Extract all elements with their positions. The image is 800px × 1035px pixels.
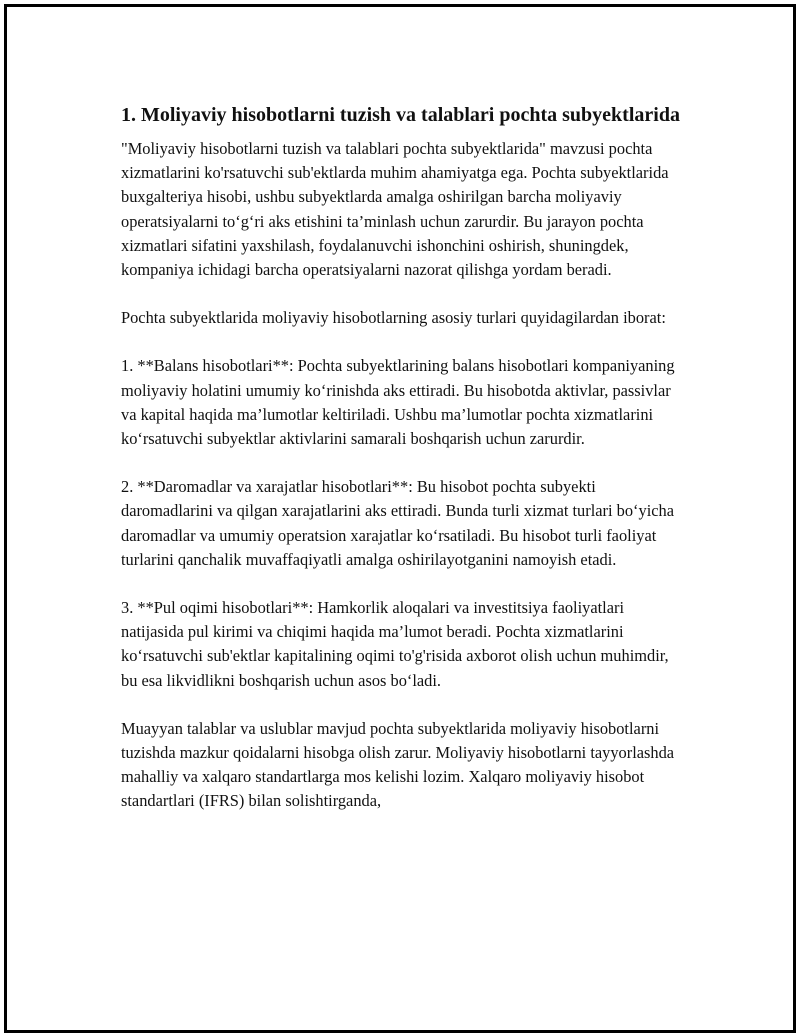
paragraph-report-types: Pochta subyektlarida moliyaviy hisobotlarning asosiy turlari quyidagilardan iborat: [121,308,666,328]
paragraph-intro: "Moliyaviy hisobotlarni tuzish va talablari pochta subyektlarida" mavzusi pochta xizmatlarini ko'rsatuvchi sub'ektlarda muhim ahamiyatga ega. Pochta subyektlarida buxgalteriya hisobi, ushbu subyektlarda amalga oshirilgan barcha moliyaviy operatsiyalarni to‘g‘ri aks etishini ta’minlash uchun zarurdir. Bu jarayon pochta xizmatlari sifatini yaxshilash, foydalanuvchi ishonchini oshirish, shuningdek, kompaniya ichidagi barcha operatsiyalarni nazorat qilishga yordam beradi. [121,139,669,280]
paragraph-cash-flow-reports: 3. **Pul oqimi hisobotlari**: Hamkorlik aloqalari va investitsiya faoliyatlari natijasida pul kirimi va chiqimi haqida ma’lumot beradi. Pochta xizmatlarini ko‘rsatuvchi sub'ektlar kapitalining oqimi to'g'risida axborot olish uchun muhimdir, bu esa likvidlikni boshqarish uchun asos bo‘ladi. [121,598,669,690]
paragraph-requirements: Muayyan talablar va uslublar mavjud pochta subyektlarida moliyaviy hisobotlarni tuzishda mazkur qoidalarni hisobga olish zarur. Moliyaviy hisobotlarni tayyorlashda mahalliy va xalqaro standartlarga mos kelishi lozim. Xalqaro moliyaviy hisobot standartlari (IFRS) bilan solishtirganda, [121,718,675,811]
paragraph-income-expense-reports: 2. **Daromadlar va xarajatlar hisobotlari**: Bu hisobot pochta subyekti daromadlarini va qilgan xarajatlarini aks ettiradi. Bunda turli xizmat turlari bo‘yicha daromadlar va umumiy operatsion xarajatlar ko‘rsatiladi. Bu hisobot turli faoliyat turlarini qanchalik muvaffaqiyatli amalga oshirilayotganini namoyish etadi. [121,477,674,569]
document-title: 1. Moliyaviy hisobotlarni tuzish va talablari pochta subyektlarida [121,104,680,126]
page-frame [4,4,796,1033]
document-body [121,101,687,838]
paragraph-balance-reports: 1. **Balans hisobotlari**: Pochta subyektlarining balans hisobotlari kompaniyaning moliyaviy holatini umumiy ko‘rinishda aks ettiradi. Bu hisobotda aktivlar, passivlar va kapital haqida ma’lumotlar keltiriladi. Ushbu ma’lumotlar pochta xizmatlarini ko‘rsatuvchi subyektlar aktivlarini samarali boshqarish uchun zarurdir. [121,356,675,449]
